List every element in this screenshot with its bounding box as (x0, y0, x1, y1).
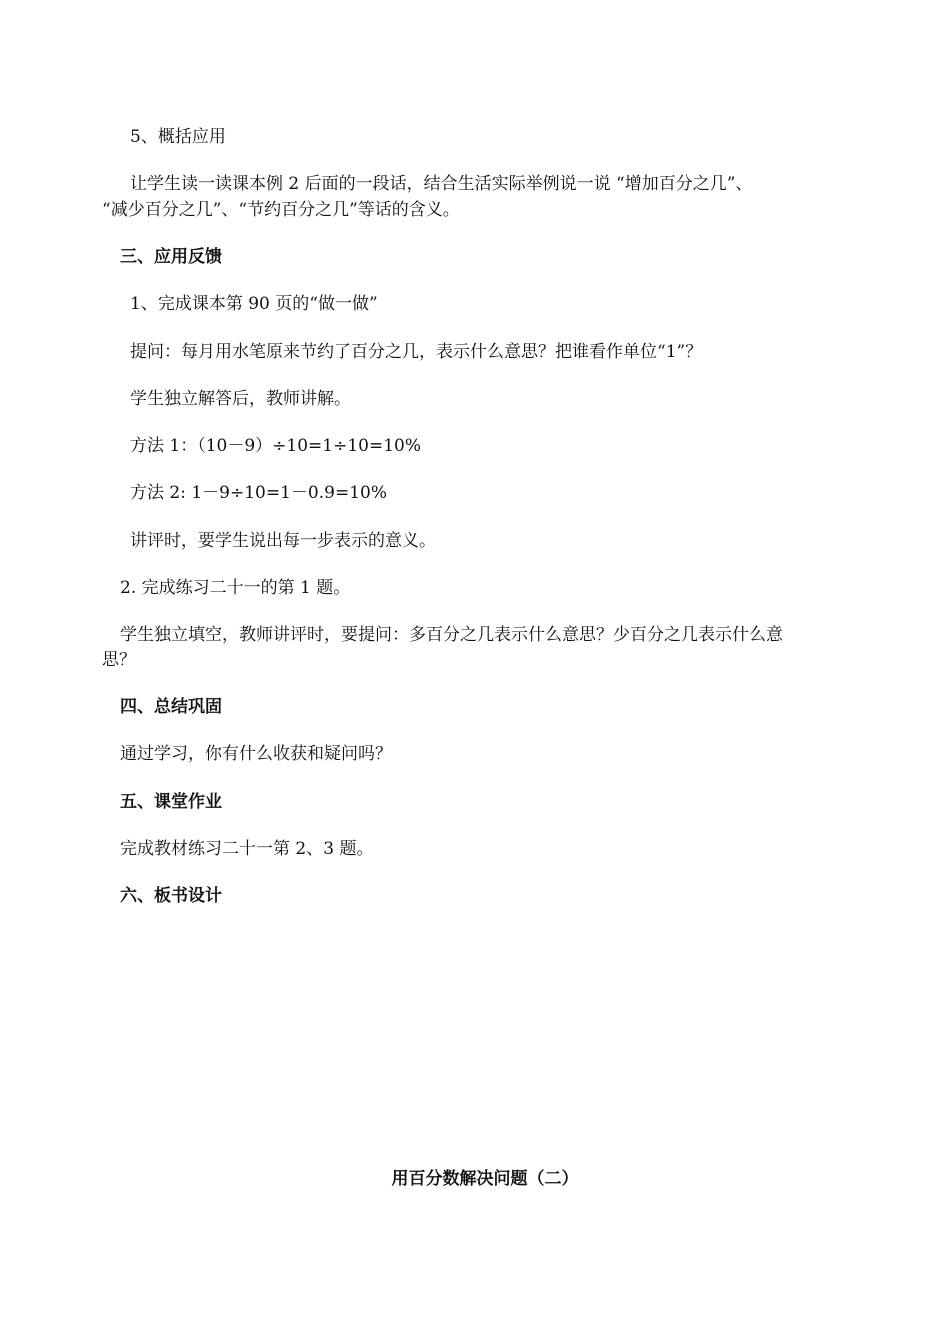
paragraph-line: 思？ (102, 650, 136, 670)
step-heading-generalize: 5、概括应用 (130, 127, 226, 147)
paragraph-line: 让学生读一读课本例 2 后面的一段话，结合生活实际举例说一说 “增加百分之几”、 (130, 174, 753, 194)
method-1-line: 方法 1：（10－9）÷10=1÷10=10% (130, 436, 422, 456)
paragraph-line: 1、完成课本第 90 页的“做一做” (130, 294, 378, 314)
paragraph-line: 学生独立解答后，教师讲解。 (130, 389, 351, 409)
paragraph-line: 学生独立填空，教师讲评时，要提问：多百分之几表示什么意思？少百分之几表示什么意 (120, 625, 783, 645)
paragraph-line: 提问：每月用水笔原来节约了百分之几，表示什么意思？把谁看作单位“1”？ (130, 342, 703, 362)
paragraph-line: “减少百分之几”、“节约百分之几”等话的含义。 (102, 200, 460, 220)
section-heading-summary: 四、总结巩固 (120, 697, 222, 717)
paragraph-line: 2. 完成练习二十一的第 1 题。 (120, 578, 351, 598)
method-2-line: 方法 2: 1－9÷10=1－0.9=10% (130, 483, 387, 503)
paragraph-line: 讲评时，要学生说出每一步表示的意义。 (130, 531, 436, 551)
next-lesson-title: 用百分数解决问题（二） (391, 1169, 579, 1189)
section-heading-homework: 五、课堂作业 (120, 792, 222, 812)
section-heading-application: 三、应用反馈 (120, 247, 222, 267)
paragraph-line: 通过学习，你有什么收获和疑问吗？ (120, 744, 392, 764)
paragraph-line: 完成教材练习二十一第 2、3 题。 (120, 839, 374, 859)
section-heading-board-design: 六、板书设计 (120, 886, 222, 906)
